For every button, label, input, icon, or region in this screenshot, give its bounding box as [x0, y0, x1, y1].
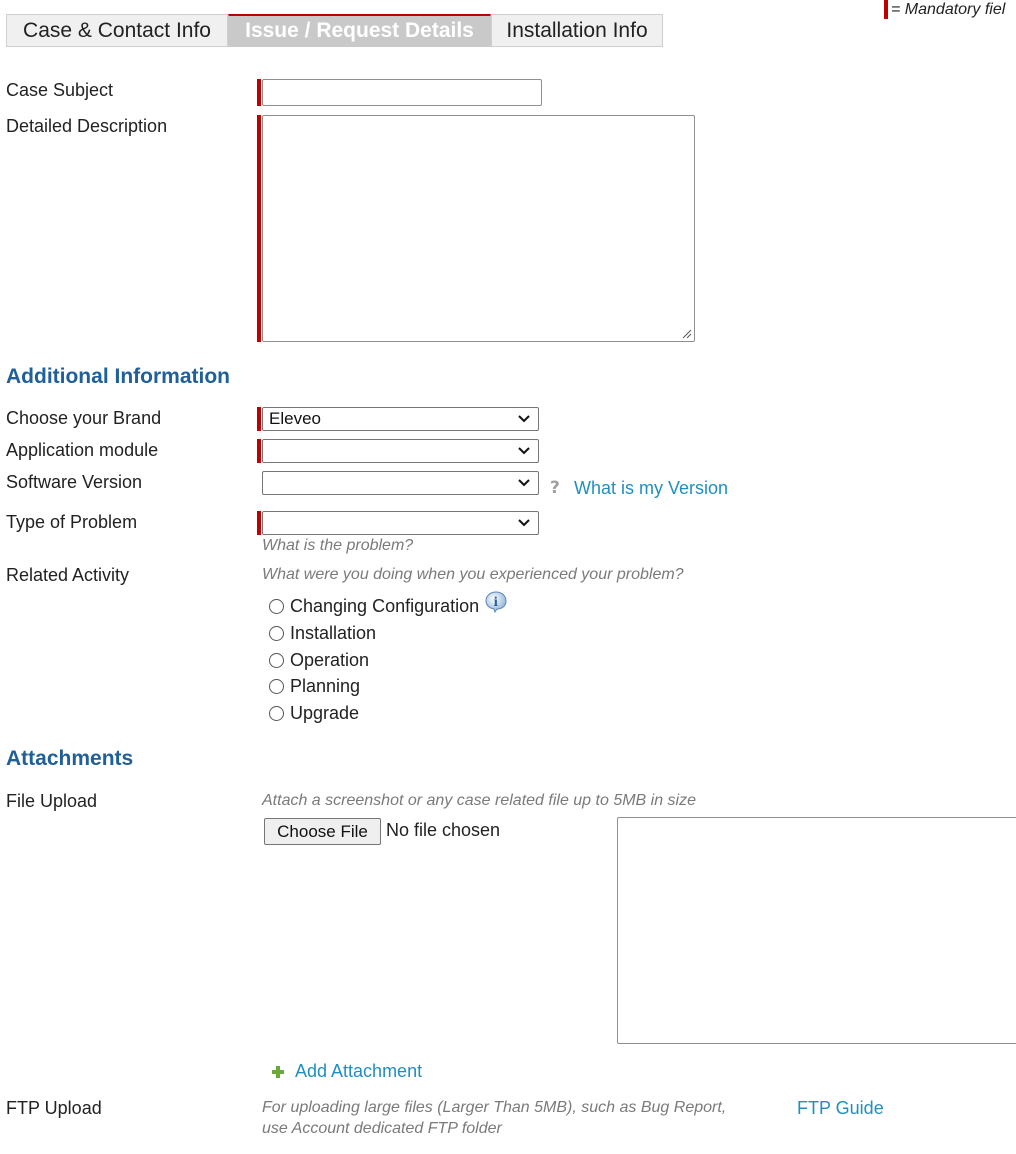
required-marker — [257, 511, 261, 535]
tab-installation-info[interactable] — [491, 14, 663, 47]
required-marker — [257, 407, 261, 431]
required-marker — [257, 439, 261, 463]
radio-installation[interactable] — [269, 622, 376, 644]
detailed-description-label: Detailed Description — [6, 116, 168, 136]
required-marker — [257, 115, 261, 342]
case-subject-label: Case Subject — [6, 80, 114, 100]
ftp-upload-hint: For uploading large files (Larger Than 5MB), such as Bug Report, use Account dedicated FTP folder — [262, 1099, 727, 1137]
brand-label: Choose your Brand — [6, 408, 162, 428]
software-version-select[interactable] — [262, 471, 539, 495]
chevron-down-icon — [518, 415, 530, 423]
radio-changing-configuration[interactable] — [269, 595, 507, 617]
radio-operation[interactable] — [269, 649, 369, 671]
problem-type-select[interactable] — [262, 511, 539, 535]
radio-label: Upgrade — [290, 702, 360, 723]
mandatory-marker — [884, 0, 888, 19]
brand-select[interactable] — [262, 407, 539, 431]
tab-label: Issue / Request Details — [245, 19, 474, 42]
file-drop-area[interactable] — [617, 817, 1016, 1044]
tab-label: Case & Contact Info — [23, 19, 211, 42]
ftp-upload-label: FTP Upload — [6, 1098, 102, 1118]
info-icon[interactable] — [485, 591, 507, 613]
resize-grip-icon[interactable] — [682, 329, 692, 339]
chevron-down-icon — [518, 519, 530, 527]
radio-label: Changing Configuration — [290, 595, 480, 616]
radio-upgrade[interactable] — [269, 702, 359, 724]
chevron-down-icon — [518, 447, 530, 455]
question-icon[interactable] — [549, 478, 563, 496]
what-is-my-version-link[interactable]: What is my Version — [574, 478, 729, 498]
radio-label: Installation — [290, 622, 377, 643]
plus-icon[interactable] — [271, 1065, 285, 1079]
svg-text:i: i — [493, 595, 499, 609]
ftp-guide-link[interactable]: FTP Guide — [797, 1098, 884, 1118]
mandatory-legend — [884, 0, 1005, 20]
application-module-select[interactable] — [262, 439, 539, 463]
mandatory-text: = Mandatory fiel — [891, 1, 1006, 18]
related-activity-label: Related Activity — [6, 565, 130, 585]
required-marker — [257, 79, 261, 106]
additional-information-heading: Additional Information — [6, 365, 230, 388]
add-attachment-link[interactable]: Add Attachment — [295, 1061, 423, 1081]
radio-button[interactable] — [269, 653, 284, 668]
radio-planning[interactable] — [269, 675, 360, 697]
software-version-label: Software Version — [6, 472, 143, 492]
application-module-label: Application module — [6, 440, 159, 460]
problem-type-label: Type of Problem — [6, 512, 138, 532]
svg-text:?: ? — [550, 478, 560, 496]
radio-label: Operation — [290, 649, 370, 670]
file-upload-label: File Upload — [6, 791, 98, 811]
file-upload-hint: Attach a screenshot or any case related file up to 5MB in size — [262, 792, 697, 809]
brand-value: Eleveo — [269, 409, 321, 428]
radio-button[interactable] — [269, 599, 284, 614]
radio-button[interactable] — [269, 706, 284, 721]
tab-case-contact-info[interactable] — [6, 14, 228, 47]
radio-button[interactable] — [269, 679, 284, 694]
attachments-heading: Attachments — [6, 747, 134, 770]
tab-issue-request-details[interactable] — [228, 14, 491, 47]
detailed-description-textarea[interactable] — [262, 115, 695, 342]
choose-file-button[interactable]: Choose File — [264, 818, 381, 845]
tab-label: Installation Info — [506, 19, 648, 42]
related-activity-hint: What were you doing when you experienced your problem? — [262, 566, 684, 583]
radio-button[interactable] — [269, 626, 284, 641]
chevron-down-icon — [518, 479, 530, 487]
file-status: No file chosen — [386, 820, 501, 840]
problem-type-hint: What is the problem? — [262, 537, 414, 554]
radio-label: Planning — [290, 675, 361, 696]
case-subject-input[interactable] — [262, 79, 542, 106]
